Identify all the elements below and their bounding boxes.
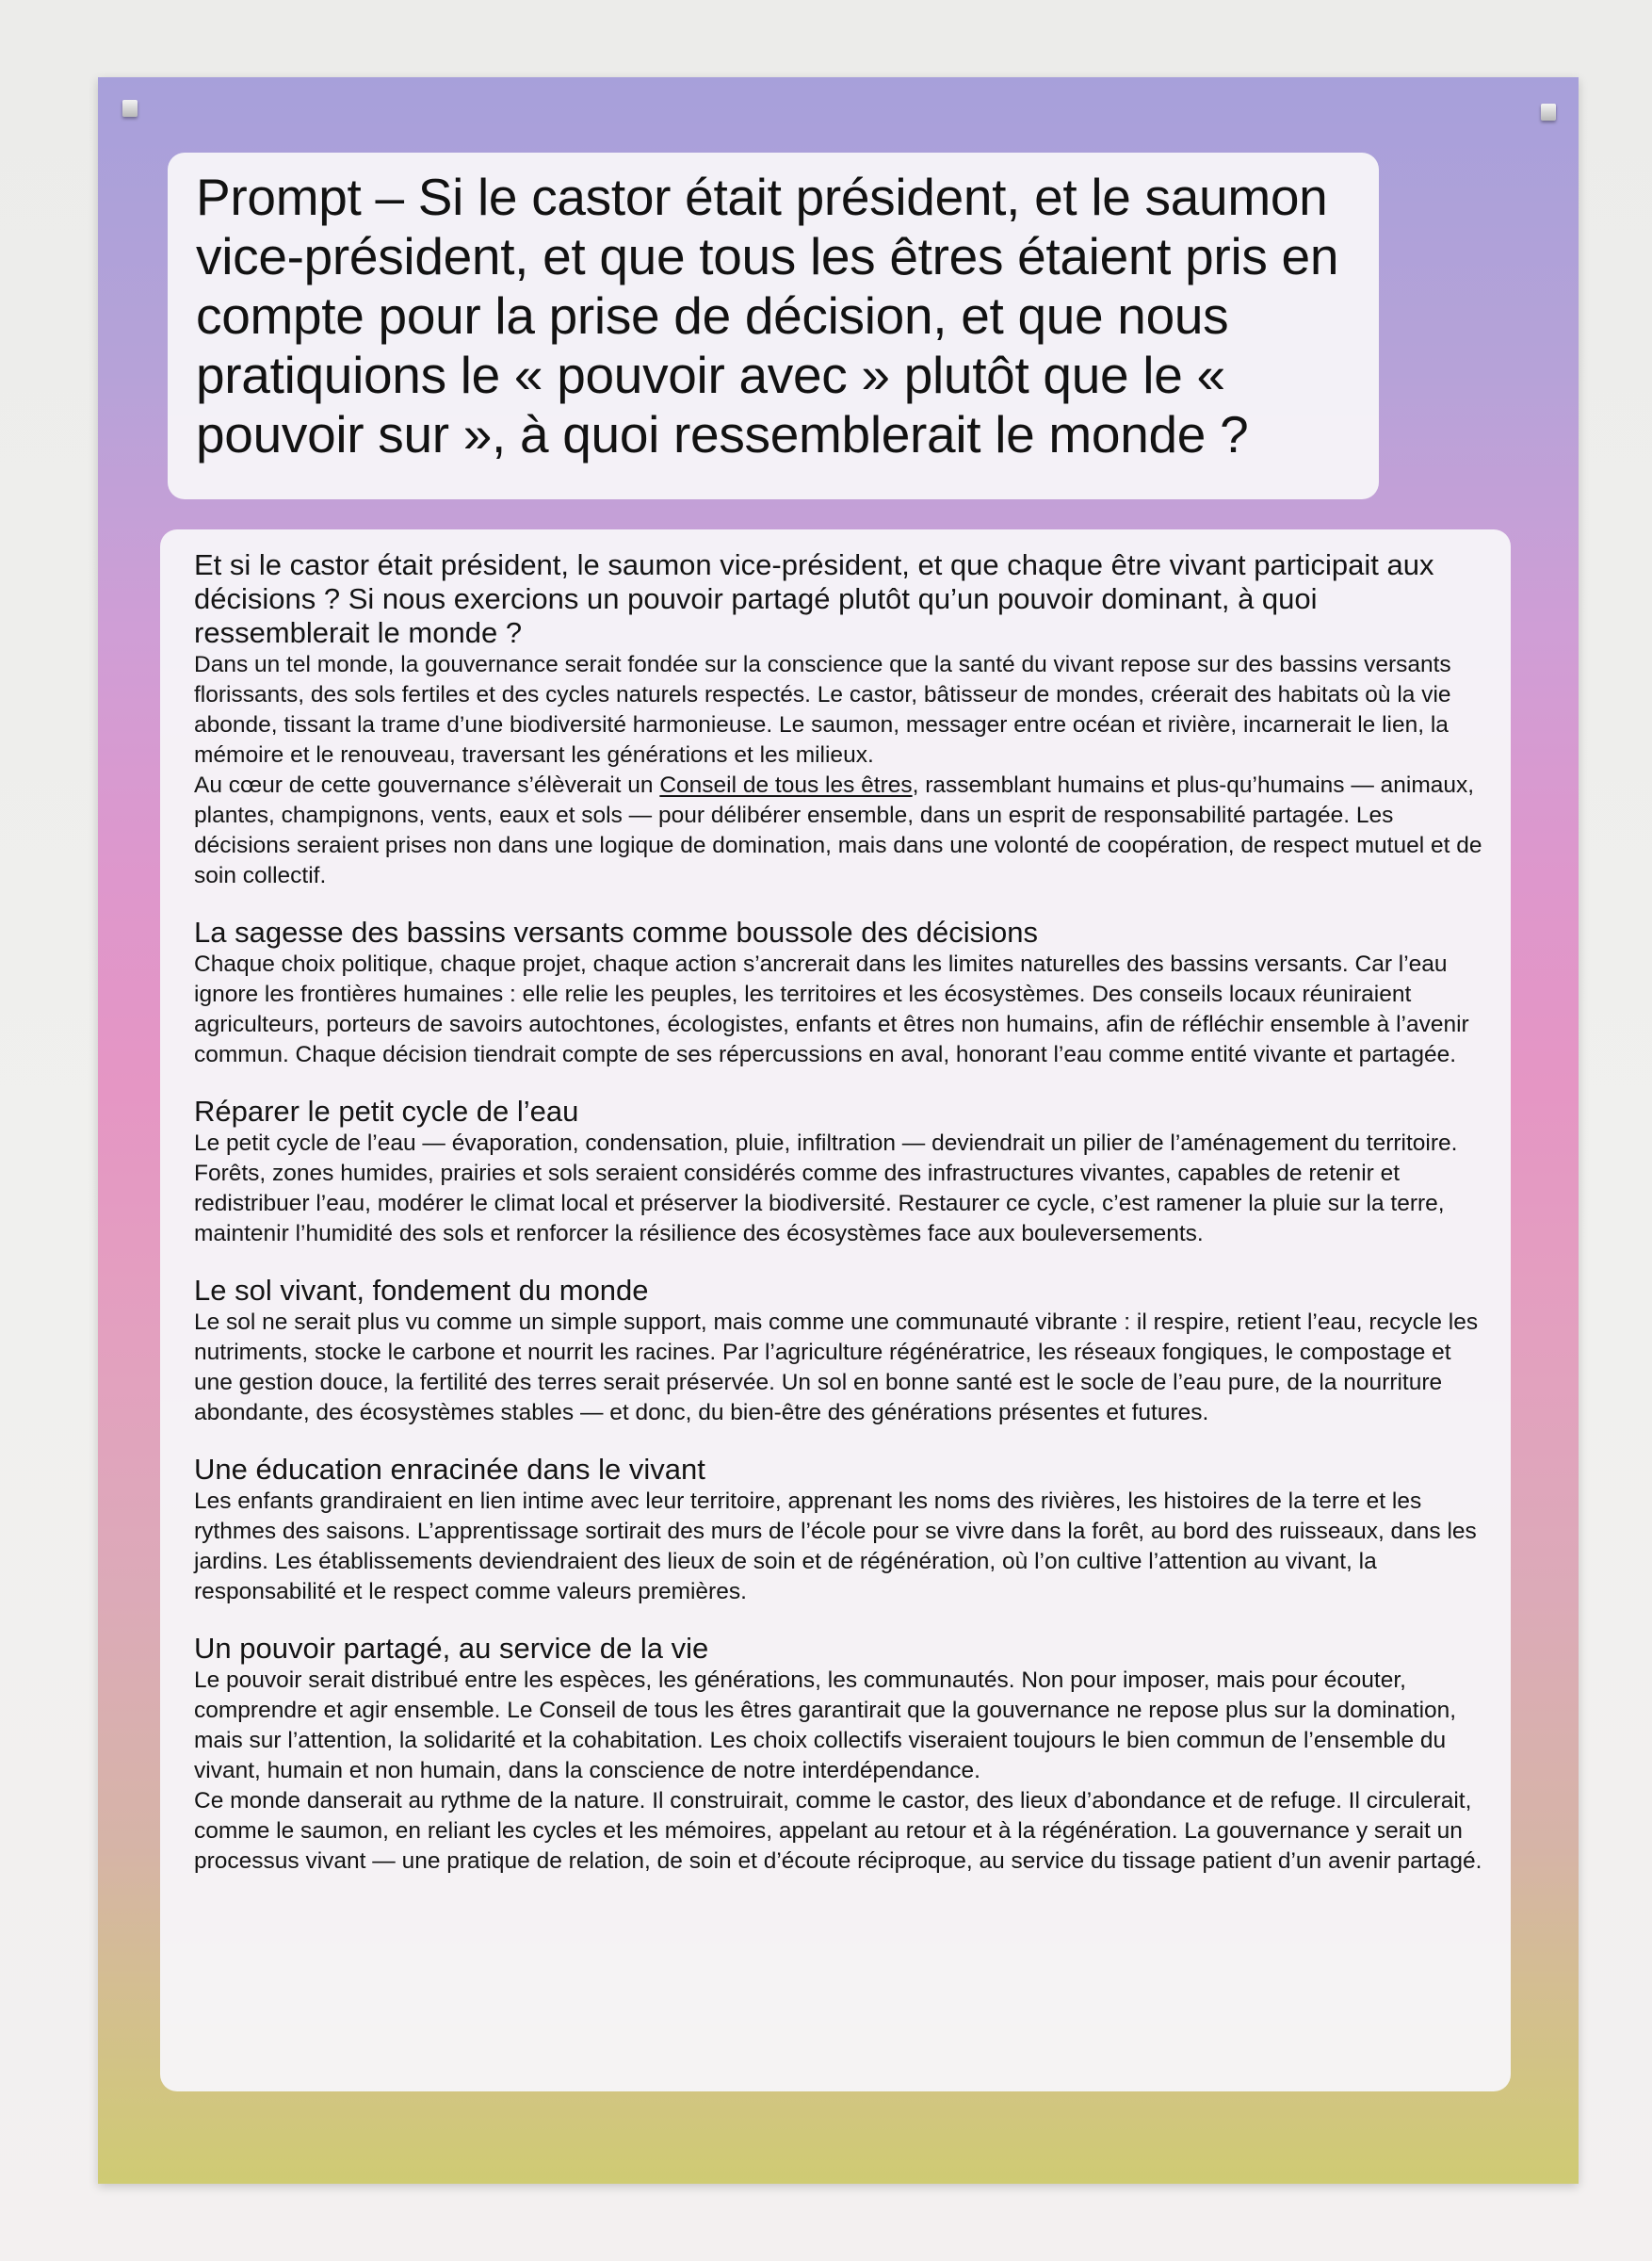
closing-paragraph: Ce monde danserait au rythme de la nature. Il construirait, comme le castor, des lieux d’abondance et de refuge. Il circulerait, comme le saumon, en reliant les cycles et les mémoires, appelant au retour et à la régénération. La gouvernance y serait un processus vivant — une pratique de relation, de soin et d’écoute réciproque, au service du tissage patient d’un avenir partagé. xyxy=(194,1788,1482,1874)
section-watersheds xyxy=(194,916,1486,1070)
section-text: Le petit cycle de l’eau — évaporation, condensation, pluie, infiltration — deviendrait un pilier de l’aménagement du territoire. Forêts, zones humides, prairies et sols seraient considérés comme des infrastructures vivantes, capables de retenir et redistribuer l’eau, modérer le climat local et préserver la biodiversité. Restaurer ce cycle, c’est ramener la pluie sur la terre, maintenir l’humidité des sols et renforcer la résilience des écosystèmes face aux bouleversements. xyxy=(194,1130,1458,1246)
intro-paragraph-council xyxy=(194,771,1486,891)
section-text: Chaque choix politique, chaque projet, chaque action s’ancrerait dans les limites naturelles des bassins versants. Car l’eau ignore les frontières humaines : elle relie les peuples, les territoires et les écosystèmes. Des conseils locaux réuniraient agriculteurs, porteurs de savoirs autochtones, écologistes, enfants et êtres non humains, afin de réfléchir ensemble à l’avenir commun. Chaque décision tiendrait compte de ses répercussions en aval, honorant l’eau comme entité vivante et partagée. xyxy=(194,952,1469,1067)
intro-text: Au cœur de cette gouvernance s’élèverait un xyxy=(194,773,660,798)
council-link-text: Conseil de tous les êtres xyxy=(659,773,913,798)
section-education xyxy=(194,1453,1486,1607)
wall-pin xyxy=(122,100,138,117)
prompt-title: Prompt – Si le castor était président, et le saumon vice-président, et que tous les êtres étaient pris en compte pour la prise de décision, et que nous pratiquions le « pouvoir avec » plutôt que le « pouvoir sur », à quoi ressemblerait le monde ? xyxy=(196,168,1339,464)
poster xyxy=(98,77,1579,2184)
section-text: Le pouvoir serait distribué entre les espèces, les générations, les communautés. Non pour imposer, mais pour écouter, comprendre et agir ensemble. Le Conseil de tous les êtres garantirait que la gouvernance ne repose plus sur la domination, mais sur l’attention, la solidarité et la cohabitation. Les choix collectifs viseraient toujours le bien commun de l’ensemble du vivant, humain et non humain, dans la conscience de notre interdépendance. xyxy=(194,1667,1457,1783)
section-heading: La sagesse des bassins versants comme boussole des décisions xyxy=(194,916,1039,949)
section-text: Le sol ne serait plus vu comme un simple support, mais comme une communauté vibrante : il respire, retient l’eau, recycle les nutriments, stocke le carbone et nourrit les racines. Par l’agriculture régénératrice, les réseaux fongiques, le compostage et une gestion douce, la fertilité des terres serait préservée. Un sol en bonne santé est le socle de l’eau pure, de la nourriture abondante, des écosystèmes stables — et donc, du bien-être des générations présentes et futures. xyxy=(194,1309,1479,1425)
intro-heading: Et si le castor était président, le saumon vice-président, et que chaque être vivant participait aux décisions ? Si nous exercions un pouvoir partagé plutôt qu’un pouvoir dominant, à quoi ressemblerait le monde ? xyxy=(194,548,1434,649)
section-living-soil xyxy=(194,1274,1486,1428)
section-heading: Une éducation enracinée dans le vivant xyxy=(194,1453,705,1486)
intro-text: , rassemblant humains et plus-qu’humains — animaux, plantes, champignons, vents, eaux et sols — pour délibérer ensemble, dans un esprit de responsabilité partagée. Les décisions seraient prises non dans une logique de domination, mais dans une volonté de coopération, de respect mutuel et de soin collectif. xyxy=(194,773,1482,888)
intro-paragraph: Dans un tel monde, la gouvernance serait fondée sur la conscience que la santé du vivant repose sur des bassins versants florissants, des sols fertiles et des cycles naturels respectés. Le castor, bâtisseur de mondes, créerait des habitats où la vie abonde, tissant la trame d’une biodiversité harmonieuse. Le saumon, messager entre océan et rivière, incarnerait le lien, la mémoire et le renouveau, traversant les générations et les milieux. xyxy=(194,652,1451,768)
section-text: Les enfants grandiraient en lien intime avec leur territoire, apprenant les noms des rivières, les histoires de la terre et les rythmes des saisons. L’apprentissage sortirait des murs de l’école pour se vivre dans la forêt, au bord des ruisseaux, dans les jardins. Les établissements deviendraient des lieux de soin et de régénération, où l’on cultive l’attention au vivant, la responsabilité et le respect comme valeurs premières. xyxy=(194,1488,1477,1604)
wall-pin xyxy=(1541,104,1556,121)
prompt-panel xyxy=(168,153,1379,499)
text-panel xyxy=(160,529,1511,2091)
section-water-cycle xyxy=(194,1095,1486,1249)
section-heading: Un pouvoir partagé, au service de la vie xyxy=(194,1632,709,1665)
section-heading: Réparer le petit cycle de l’eau xyxy=(194,1095,579,1128)
section-heading: Le sol vivant, fondement du monde xyxy=(194,1274,649,1307)
section-shared-power xyxy=(194,1632,1486,1877)
